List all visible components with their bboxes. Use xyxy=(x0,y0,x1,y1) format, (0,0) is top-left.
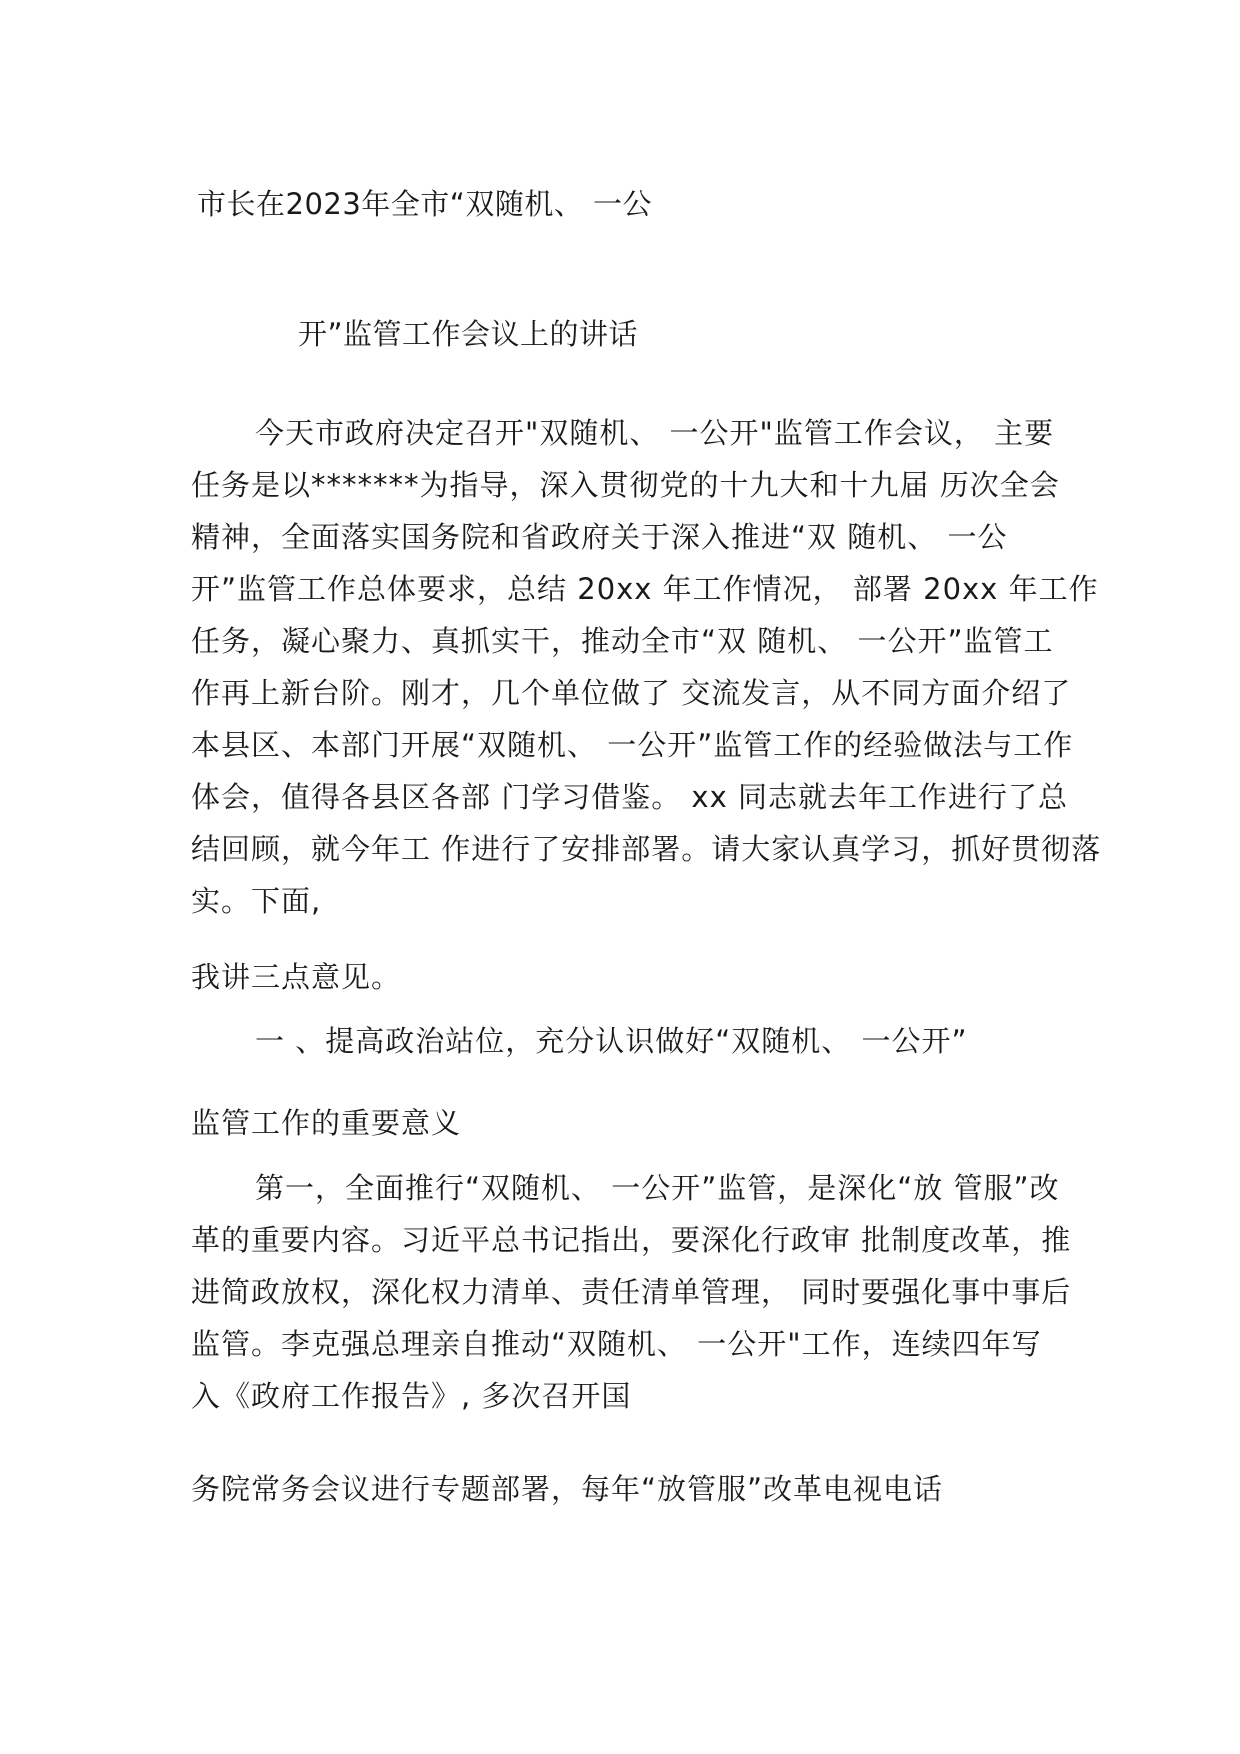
section-heading-1-continued xyxy=(191,1097,1071,1149)
section-heading-1 xyxy=(191,1015,1071,1067)
paragraph-line: 监管。李克强总理亲自推动“双随机、 一公开"工作，连续四年写 xyxy=(191,1327,1042,1361)
paragraph-line: 开”监管工作总体要求，总结 20xx 年工作情况， 部署 20xx 年工作 xyxy=(191,572,1099,606)
paragraph-line: 务院常务会议进行专题部署，每年“放管服”改革电视电话 xyxy=(191,1472,944,1506)
paragraph-continued xyxy=(191,1463,1071,1515)
section-heading-line: 监管工作的重要意义 xyxy=(191,1106,462,1140)
paragraph-line: 我讲三点意见。 xyxy=(191,960,402,994)
paragraph-line: 任务，凝心聚力、真抓实干，推动全市“双 随机、 一公开”监管工 xyxy=(191,624,1054,658)
paragraph-intro xyxy=(191,407,1102,927)
paragraph-line: 实。下面, xyxy=(191,884,322,918)
paragraph-line: 本县区、本部门开展“双随机、 一公开”监管工作的经验做法与工作 xyxy=(191,728,1074,762)
paragraph-line: 结回顾，就今年工 作进行了安排部署。请大家认真学习，抓好贯彻落 xyxy=(191,832,1102,866)
document-title-line-2: 开”监管工作会议上的讲话 xyxy=(298,317,639,351)
paragraph-line: 今天市政府决定召开"双随机、 一公开"监管工作会议， 主要 xyxy=(255,416,1055,450)
paragraph-line: 第一，全面推行“双随机、 一公开”监管，是深化“放 管服”改 xyxy=(255,1171,1060,1205)
paragraph-line: 进简政放权，深化权力清单、责任清单管理， 同时要强化事中事后 xyxy=(191,1275,1072,1309)
document-title-line-1: 市长在2023年全市“双随机、 一公 xyxy=(197,187,653,221)
paragraph-line: 入《政府工作报告》, 多次召开国 xyxy=(191,1379,632,1413)
section-heading-line: 一 、提高政治站位，充分认识做好“双随机、 一公开” xyxy=(255,1024,968,1058)
paragraph-line: 革的重要内容。习近平总书记指出，要深化行政审 批制度改革，推 xyxy=(191,1223,1072,1257)
paragraph-line: 作再上新台阶。刚才，几个单位做了 交流发言，从不同方面介绍了 xyxy=(191,676,1072,710)
paragraph-line: 精神，全面落实国务院和省政府关于深入推进“双 随机、 一公 xyxy=(191,520,1008,554)
paragraph-line: 任务是以*******为指导，深入贯彻党的十九大和十九届 历次全会 xyxy=(191,468,1060,502)
paragraph-first-point xyxy=(191,1162,1071,1422)
paragraph-line: 体会，值得各县区各部 门学习借鉴。 xx 同志就去年工作进行了总 xyxy=(191,780,1068,814)
paragraph-three-points xyxy=(191,951,1071,1003)
